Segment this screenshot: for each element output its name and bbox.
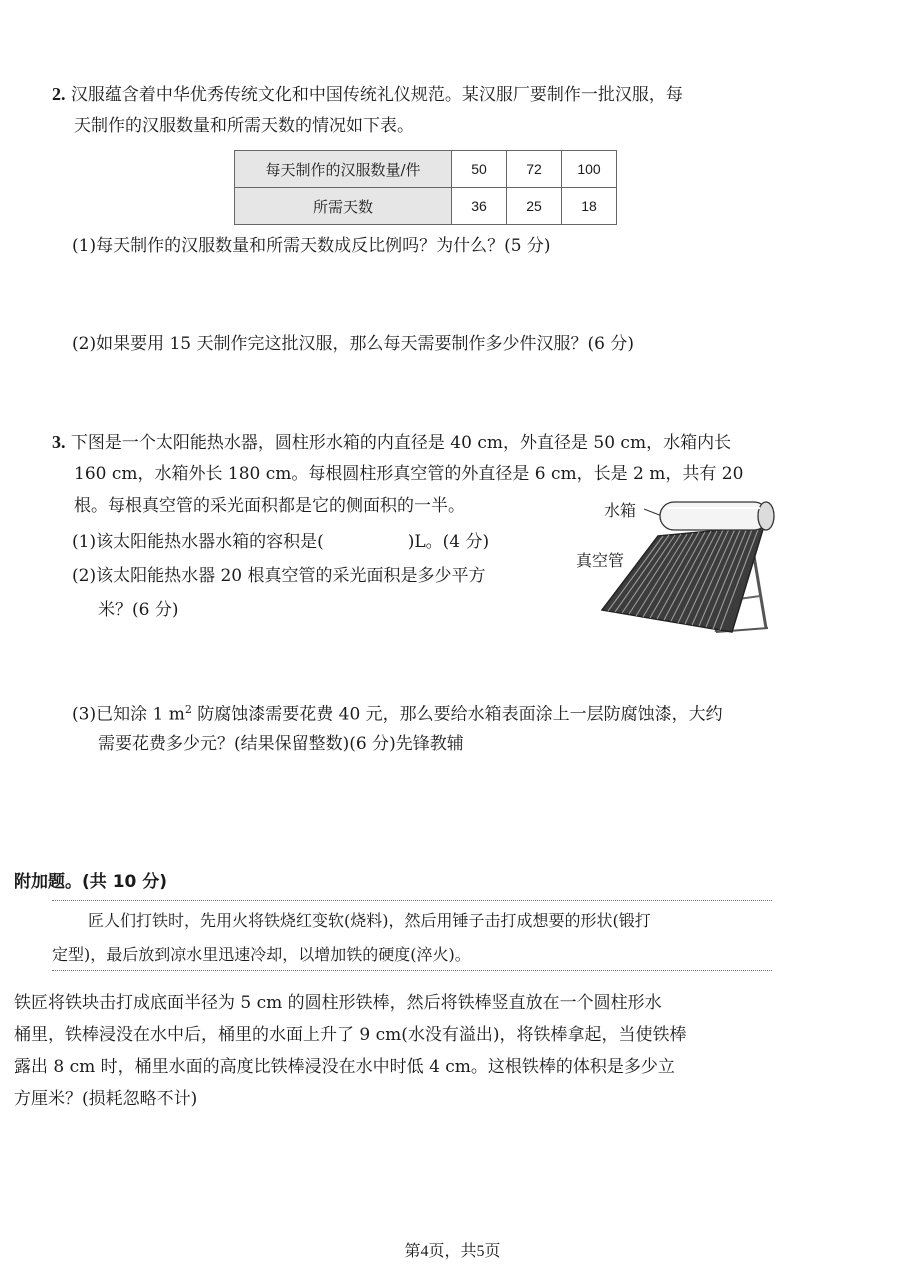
- table-row: [235, 151, 617, 188]
- q3-sub3-line1: [72, 698, 723, 727]
- bonus-line4: 方厘米？(损耗忽略不计): [14, 1089, 198, 1109]
- label-tank: 水箱: [604, 501, 637, 520]
- q2-sub1: (1)每天制作的汉服数量和所需天数成反比例吗？为什么？(5 分): [72, 236, 551, 256]
- q3-sub1-end: )L。(4 分): [407, 532, 490, 552]
- solar-heater-figure: [600, 492, 780, 640]
- q2-table: [234, 150, 617, 225]
- table-cell: 100: [562, 151, 617, 188]
- story-line1: 匠人们打铁时，先用火将铁烧红变软(烧料)，然后用锤子击打成想要的形状(锻打: [88, 911, 651, 930]
- q2-line1: [52, 82, 683, 107]
- q3-sub3-line2: 需要花费多少元？(结果保留整数)(6 分)先锋教辅: [98, 734, 464, 754]
- q2-number: 2.: [52, 84, 66, 104]
- q3-line3: 根。每根真空管的采光面积都是它的侧面积的一半。: [74, 496, 465, 516]
- bonus-story: [52, 904, 772, 972]
- q3-sub3-rest: 防腐蚀漆需要花费 40 元，那么要给水箱表面涂上一层防腐蚀漆，大约: [191, 704, 723, 725]
- bonus-line2: 桶里，铁棒浸没在水中后，桶里的水面上升了 9 cm(水没有溢出)，将铁棒拿起，当使铁棒: [14, 1025, 687, 1045]
- q2-sub2: (2)如果要用 15 天制作完这批汉服，那么每天需要制作多少件汉服？(6 分): [72, 334, 635, 354]
- table-header-quantity: 每天制作的汉服数量/件: [235, 151, 452, 188]
- bonus-line3: 露出 8 cm 时，桶里水面的高度比铁棒浸没在水中时低 4 cm。这根铁棒的体积是多少立: [14, 1057, 675, 1077]
- q3-line1: [52, 430, 731, 455]
- story-line2: 定型)，最后放到凉水里迅速冷却，以增加铁的硬度(淬火)。: [52, 945, 471, 964]
- table-cell: 25: [507, 188, 562, 225]
- table-cell: 18: [562, 188, 617, 225]
- table-cell: 36: [452, 188, 507, 225]
- page-footer: 第4页，共5页: [404, 1243, 501, 1260]
- table-row: [235, 188, 617, 225]
- bonus-title: 附加题。(共 10 分): [14, 872, 168, 892]
- divider: [52, 900, 772, 901]
- q3-sub1-start: (1)该太阳能热水器水箱的容积是(: [72, 532, 324, 552]
- q3-number: 3.: [52, 432, 66, 452]
- q3-line2: 160 cm，水箱外长 180 cm。每根圆柱形真空管的外直径是 6 cm，长是 2 m，共有 20: [74, 464, 744, 484]
- superscript: 2: [184, 703, 192, 716]
- table-header-days: 所需天数: [235, 188, 452, 225]
- table-cell: 72: [507, 151, 562, 188]
- table-cell: 50: [452, 151, 507, 188]
- bonus-line1: 铁匠将铁块击打成底面半径为 5 cm 的圆柱形铁棒，然后将铁棒竖直放在一个圆柱形水: [14, 993, 662, 1013]
- q3-text-1: 下图是一个太阳能热水器，圆柱形水箱的内直径是 40 cm，外直径是 50 cm，水箱内长: [70, 433, 732, 453]
- q3-sub3-start: (3)已知涂 1 m: [72, 704, 185, 725]
- q2-line2: 天制作的汉服数量和所需天数的情况如下表。: [74, 116, 414, 136]
- divider: [52, 970, 772, 971]
- q3-sub1: [72, 530, 489, 554]
- q3-sub2-line1: (2)该太阳能热水器 20 根真空管的采光面积是多少平方: [72, 566, 486, 586]
- q2-text-1: 汉服蕴含着中华优秀传统文化和中国传统礼仪规范。某汉服厂要制作一批汉服，每: [70, 85, 683, 105]
- label-tube: 真空管: [576, 551, 625, 570]
- q3-sub2-line2: 米？(6 分): [98, 600, 179, 620]
